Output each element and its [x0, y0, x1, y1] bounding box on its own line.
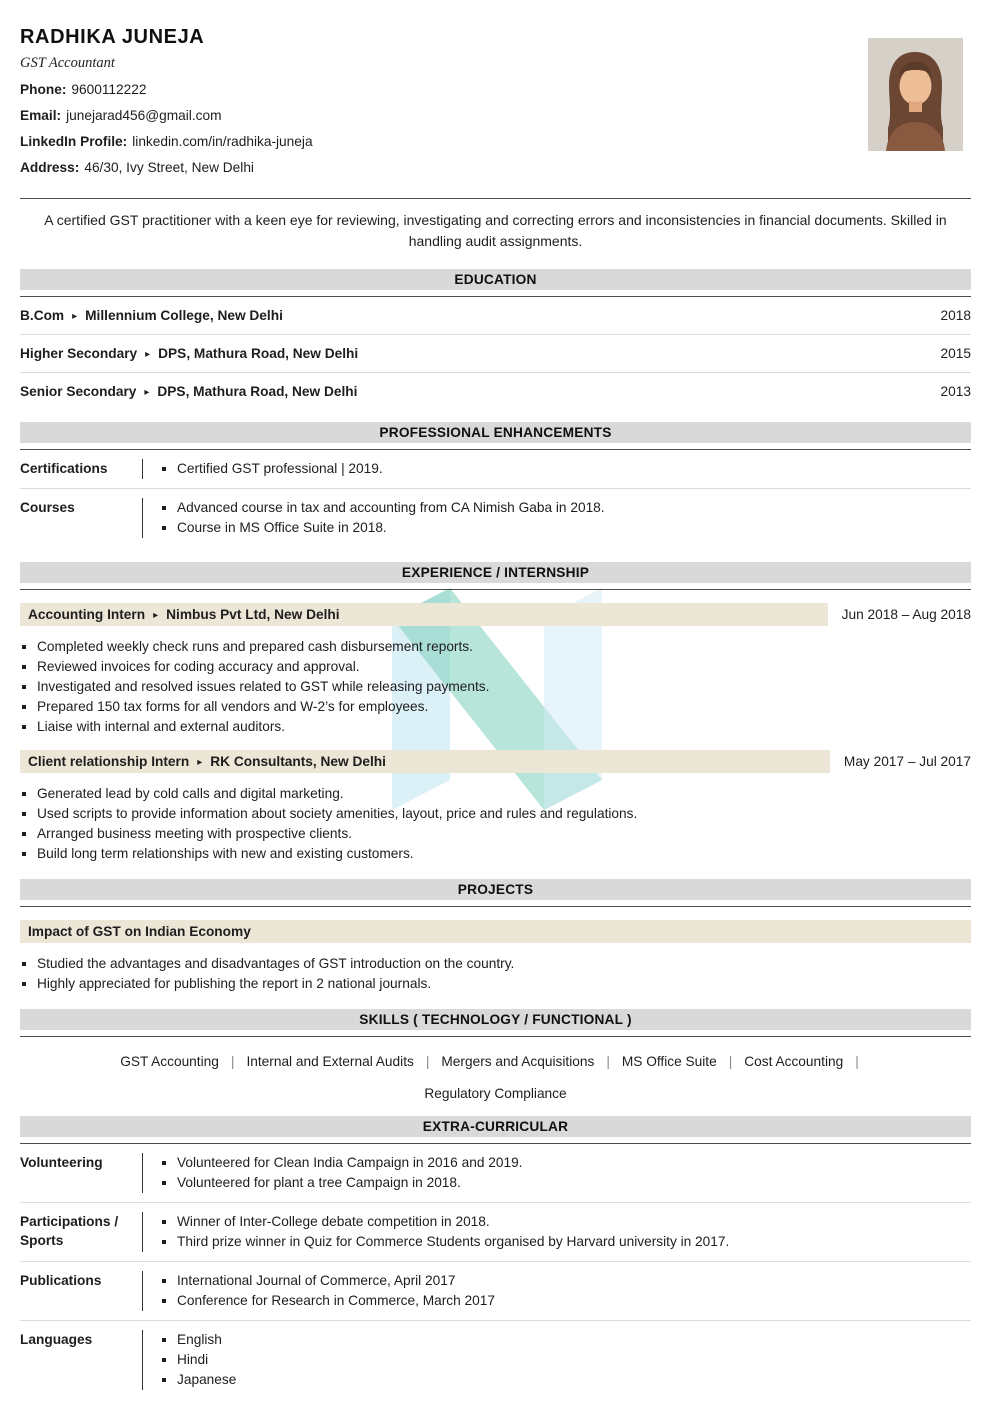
bullet-item: Volunteered for plant a tree Campaign in 2018.: [161, 1173, 971, 1193]
summary-text: A certified GST practitioner with a keen eye for reviewing, investigating and correcting errors and inconsistencies in financial documents. Skilled in handling audit assignments.: [44, 212, 947, 249]
avatar-graphic: [868, 38, 963, 151]
header-info: [20, 26, 313, 176]
section-header-education: EDUCATION: [20, 269, 971, 290]
education-year: 2018: [940, 308, 971, 323]
arrow-icon: ▸: [153, 610, 159, 621]
project-title: Impact of GST on Indian Economy: [20, 920, 971, 943]
job-role: Client relationship Intern: [28, 754, 190, 769]
pipe-separator: |: [855, 1054, 859, 1069]
education-degree-line: [20, 384, 357, 399]
bullet-item: Certified GST professional | 2019.: [161, 459, 971, 479]
experience-title-row: [20, 603, 971, 626]
job-role: Accounting Intern: [28, 607, 146, 622]
email-label: Email:: [20, 108, 62, 123]
extra-curricular-list: [20, 1144, 971, 1399]
bullet-item: Advanced course in tax and accounting from CA Nimish Gaba in 2018.: [161, 498, 971, 518]
bullet-item: International Journal of Commerce, April 2017: [161, 1271, 971, 1291]
section-divider: [20, 589, 971, 590]
bullet-list: [21, 954, 970, 994]
section-header-experience: EXPERIENCE / INTERNSHIP: [20, 562, 971, 583]
bullet-list: [161, 1271, 971, 1311]
resume-header: [20, 26, 971, 176]
experience-title-band: [20, 750, 830, 773]
arrow-icon: ▸: [72, 311, 78, 322]
bullet-item: Liaise with internal and external auditors.: [21, 717, 970, 737]
bullet-list: [161, 1330, 971, 1390]
education-institute: DPS, Mathura Road, New Delhi: [158, 346, 359, 361]
row-content: [143, 1212, 971, 1252]
skill-item: MS Office Suite: [621, 1054, 717, 1069]
bullet-list: [161, 1153, 971, 1193]
linkedin-label: LinkedIn Profile:: [20, 134, 128, 149]
bullet-list: [21, 637, 970, 737]
phone-value: 9600112222: [71, 82, 147, 97]
skill-item: Cost Accounting: [744, 1054, 844, 1069]
education-list: [20, 297, 971, 407]
arrow-icon: ▸: [197, 757, 203, 768]
bullet-list: [161, 498, 971, 538]
profile-photo: [868, 38, 963, 151]
pipe-separator: |: [425, 1054, 430, 1069]
section-header-professional-enhancements: PROFESSIONAL ENHANCEMENTS: [20, 422, 971, 443]
bullet-item: Build long term relationships with new and existing customers.: [21, 844, 970, 864]
bullet-item: Japanese: [161, 1370, 971, 1390]
bullet-item: Highly appreciated for publishing the report in 2 national journals.: [21, 974, 970, 994]
bullet-item: Used scripts to provide information about society amenities, layout, price and rules and regulations.: [21, 804, 970, 824]
professional-enhancements-list: [20, 450, 971, 547]
section-header-extra-curricular: EXTRA-CURRICULAR: [20, 1116, 971, 1137]
bullet-list: [161, 459, 971, 479]
bullet-item: English: [161, 1330, 971, 1350]
education-year: 2013: [940, 384, 971, 399]
languages-row: [20, 1321, 971, 1399]
bullet-item: Studied the advantages and disadvantages of GST introduction on the country.: [21, 954, 970, 974]
job-dates: May 2017 – Jul 2017: [843, 754, 971, 769]
row-label: Participations / Sports: [20, 1214, 119, 1248]
participations-sports-row: [20, 1203, 971, 1262]
publications-row: [20, 1262, 971, 1321]
skill-item: Internal and External Audits: [246, 1054, 414, 1069]
skill-item: Mergers and Acquisitions: [441, 1054, 595, 1069]
contact-email: [20, 107, 313, 124]
linkedin-value: linkedin.com/in/radhika-juneja: [132, 134, 313, 149]
address-value: 46/30, Ivy Street, New Delhi: [84, 160, 254, 175]
email-value: junejarad456@gmail.com: [66, 108, 222, 123]
project: [20, 920, 971, 994]
row-label: Courses: [20, 500, 75, 515]
bullet-item: Winner of Inter-College debate competition in 2018.: [161, 1212, 971, 1232]
row-content: [143, 1153, 971, 1193]
experience-job: [20, 603, 971, 737]
certifications-row: [20, 450, 971, 489]
row-label: Certifications: [20, 461, 108, 476]
section-divider: [20, 906, 971, 907]
arrow-icon: ▸: [144, 387, 150, 398]
bullet-item: Reviewed invoices for coding accuracy and approval.: [21, 657, 970, 677]
bullet-item: Investigated and resolved issues related to GST while releasing payments.: [21, 677, 970, 697]
skills-line: [20, 1054, 971, 1069]
bullet-item: Prepared 150 tax forms for all vendors and W-2’s for employees.: [21, 697, 970, 717]
education-year: 2015: [940, 346, 971, 361]
experience-job: [20, 750, 971, 864]
bullet-item: Generated lead by cold calls and digital marketing.: [21, 784, 970, 804]
contact-phone: [20, 81, 313, 98]
skills-line: [20, 1086, 971, 1101]
bullet-item: Volunteered for Clean India Campaign in 2016 and 2019.: [161, 1153, 971, 1173]
section-header-skills: SKILLS ( TECHNOLOGY / FUNCTIONAL ): [20, 1009, 971, 1030]
arrow-icon: ▸: [145, 349, 151, 360]
education-row: [20, 335, 971, 373]
row-label: Languages: [20, 1332, 93, 1347]
bullet-item: Hindi: [161, 1350, 971, 1370]
phone-label: Phone:: [20, 82, 67, 97]
job-title: GST Accountant: [20, 55, 115, 71]
experience-title-row: [20, 750, 971, 773]
section-divider: [20, 1036, 971, 1037]
bullet-item: Course in MS Office Suite in 2018.: [161, 518, 971, 538]
skill-item: Regulatory Compliance: [424, 1086, 567, 1101]
job-company: RK Consultants, New Delhi: [210, 754, 386, 769]
education-institute: DPS, Mathura Road, New Delhi: [157, 384, 358, 399]
education-institute: Millennium College, New Delhi: [85, 308, 283, 323]
pipe-separator: |: [230, 1054, 235, 1069]
education-row: [20, 297, 971, 335]
contact-linkedin: [20, 133, 313, 150]
bullet-item: Arranged business meeting with prospective clients.: [21, 824, 970, 844]
row-content: [143, 1330, 971, 1390]
candidate-name: RADHIKA JUNEJA: [20, 26, 205, 48]
bullet-list: [21, 784, 970, 864]
education-degree: B.Com: [20, 308, 65, 323]
skill-item: GST Accounting: [120, 1054, 219, 1069]
education-row: [20, 373, 971, 407]
bullet-item: Third prize winner in Quiz for Commerce Students organised by Harvard university in 2017.: [161, 1232, 971, 1252]
row-label: Publications: [20, 1273, 102, 1288]
row-label: Volunteering: [20, 1155, 103, 1170]
pipe-separator: |: [606, 1054, 610, 1069]
section-header-projects: PROJECTS: [20, 879, 971, 900]
contact-address: [20, 159, 313, 176]
education-degree: Higher Secondary: [20, 346, 138, 361]
education-degree: Senior Secondary: [20, 384, 137, 399]
volunteering-row: [20, 1144, 971, 1203]
bullet-list: [161, 1212, 971, 1252]
courses-row: [20, 489, 971, 547]
education-degree-line: [20, 346, 358, 361]
bullet-item: Completed weekly check runs and prepared cash disbursement reports.: [21, 637, 970, 657]
bullet-item: Conference for Research in Commerce, March 2017: [161, 1291, 971, 1311]
row-content: [143, 1271, 971, 1311]
job-dates: Jun 2018 – Aug 2018: [841, 607, 971, 622]
address-label: Address:: [20, 160, 80, 175]
experience-title-band: [20, 603, 828, 626]
row-content: [143, 459, 971, 479]
row-content: [143, 498, 971, 538]
job-company: Nimbus Pvt Ltd, New Delhi: [166, 607, 340, 622]
education-degree-line: [20, 308, 283, 323]
pipe-separator: |: [728, 1054, 733, 1069]
